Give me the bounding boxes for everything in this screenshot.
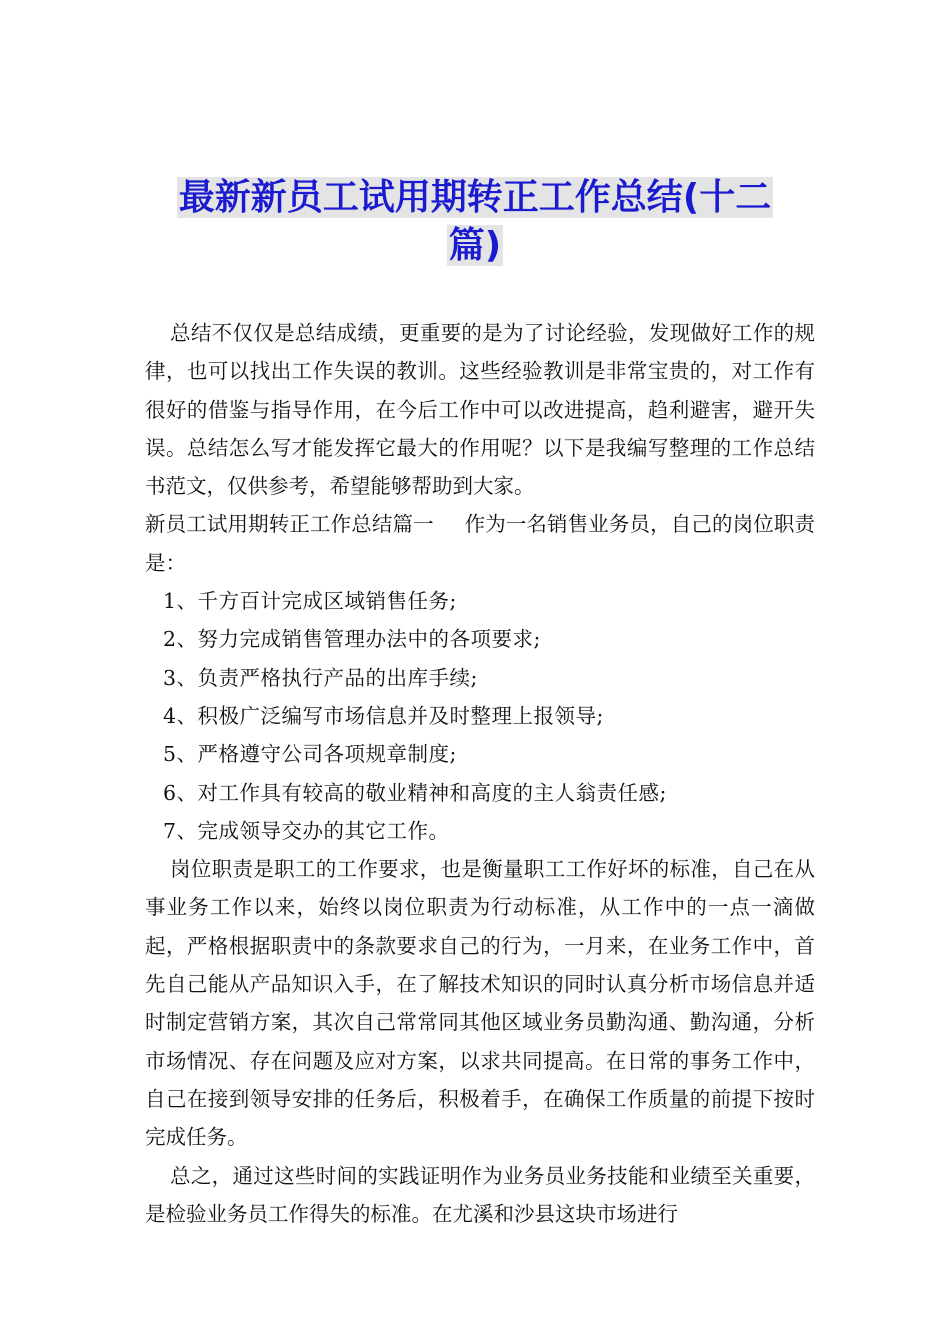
list-item: 4、积极广泛编写市场信息并及时整理上报领导; — [163, 703, 604, 728]
list-item: 6、对工作具有较高的敬业精神和高度的主人翁责任感; — [163, 780, 667, 805]
body-paragraph-3: 总之，通过这些时间的实践证明作为业务员业务技能和业绩至关重要，是检验业务员工作得失的标准。在尤溪和沙县这块市场进行 — [145, 1163, 815, 1226]
title-line-2: 篇) — [448, 225, 502, 266]
section-paragraph — [145, 505, 815, 582]
document-title — [130, 174, 820, 270]
section-lead: 作为一名销售业务员，自己的岗位职责是： — [145, 512, 816, 575]
body-paragraph-2: 岗位职责是职工的工作要求，也是衡量职工工作好坏的标准，自己在从事业务工作以来，始终以岗位职责为行动标准，从工作中的一点一滴做起，严格根据职责中的条款要求自己的行为，一月来，在业务工作中，首先自己能从产品知识入手，在了解技术知识的同时认真分析市场信息并适时制定营销方案，其次自己常常同其他区域业务员勤沟通、勤沟通，分析市场情况、存在问题及应对方案，以求共同提高。在日常的事务工作中，自己在接到领导安排的任务后，积极着手，在确保工作质量的前提下按时完成任务。 — [145, 857, 815, 1150]
document-body — [145, 314, 815, 1233]
intro-paragraph: 总结不仅仅是总结成绩，更重要的是为了讨论经验，发现做好工作的规律，也可以找出工作失误的教训。这些经验教训是非常宝贵的，对工作有很好的借鉴与指导作用，在今后工作中可以改进提高，趋利避害，避开失误。总结怎么写才能发挥它最大的作用呢？以下是我编写整理的工作总结书范文，仅供参考，希望能够帮助到大家。 — [145, 321, 815, 499]
list-item: 1、千方百计完成区域销售任务; — [163, 589, 457, 614]
list-item: 3、负责严格执行产品的出库手续; — [163, 665, 478, 690]
title-line-1: 最新新员工试用期转正工作总结(十二 — [178, 177, 772, 218]
list-item: 5、严格遵守公司各项规章制度; — [163, 742, 457, 767]
section-heading: 新员工试用期转正工作总结篇一 — [145, 512, 434, 537]
list-item: 7、完成领导交办的其它工作。 — [163, 818, 450, 843]
list-item: 2、努力完成销售管理办法中的各项要求; — [163, 627, 541, 652]
